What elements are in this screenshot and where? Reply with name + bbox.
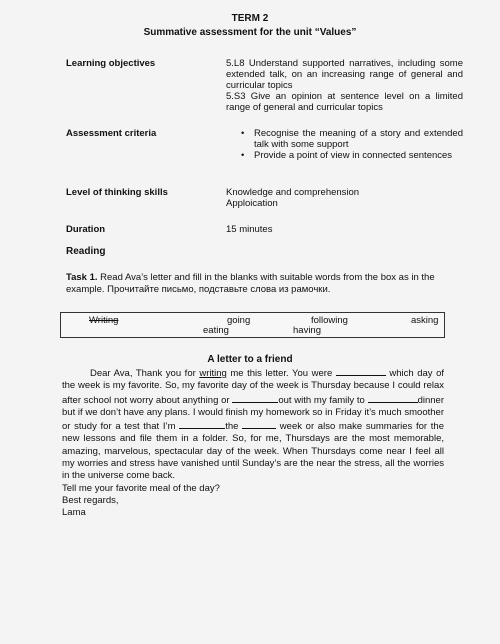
objectives-value (226, 58, 463, 113)
letter-text: out with my family to (278, 394, 368, 406)
duration-label: Duration (66, 224, 106, 235)
blank-5[interactable] (242, 419, 276, 429)
letter-question: Tell me your favorite meal of the day? (62, 482, 220, 494)
task-text: Read Ava’s letter and fill in the blanks with suitable words from the box as in the example. Прочитайте письмо, подставьте слова из рамочки. (66, 272, 435, 295)
example-answer: writing (199, 368, 227, 379)
letter-text: week or also make summaries for the new lessons and file them in a folder. So, for me, Thursdays are the most memorable, amazing, marvelous, spectacular day of the week. When Thursdays come near I feel all my worries and stress have vanished until Sunday’s are the near the stress, all the worries in the universe come back. (62, 421, 444, 482)
term-heading: TERM 2 (231, 13, 269, 24)
objectives-label: Learning objectives (66, 58, 156, 69)
criteria-item: • Recognise the meaning of a story and extended talk with some support (254, 128, 463, 150)
task-instruction (66, 272, 466, 296)
blank-1[interactable] (336, 366, 386, 376)
word-eating: eating (203, 325, 229, 336)
letter-paragraph (62, 366, 444, 483)
word-having: having (293, 325, 321, 336)
letter-text: dinner but if we don’t have any plans. I would finish my homework so in Friday it’s much smoother or study for a test that I’m (62, 394, 444, 433)
assessment-title: Summative assessment for the unit “Values” (143, 27, 357, 38)
word-following: following (311, 315, 348, 326)
letter-text: which day of the week is my favorite. So, my favorite day of the week is Thursday because I could relax after school not worry about anything or (62, 368, 444, 406)
letter-title: A letter to a friend (207, 354, 293, 365)
blank-3[interactable] (368, 393, 418, 403)
criteria-value (240, 128, 463, 161)
letter-text: me this letter. You were (226, 368, 336, 379)
word-asking: asking (411, 315, 439, 326)
word-box (60, 312, 445, 338)
objective-item: 5.S3 Give an opinion at sentence level on a limited range of general and curricular topics (226, 91, 463, 113)
objective-item: 5.L8 Understand supported narratives, including some extended talk, on an increasing range of general and curricular topics (226, 58, 463, 91)
criteria-label: Assessment criteria (66, 128, 157, 139)
task-number: Task 1. (66, 272, 98, 283)
word-example: Writing (89, 315, 119, 326)
letter-closing: Best regards, (62, 494, 119, 506)
thinking-item: Apploication (226, 198, 278, 209)
criteria-list (240, 128, 463, 161)
thinking-item: Knowledge and comprehension (226, 187, 360, 198)
blank-2[interactable] (232, 393, 278, 403)
letter-text: Dear Ava, Thank you for (90, 368, 200, 379)
letter-text: the (225, 421, 243, 433)
thinking-value (226, 187, 463, 209)
reading-heading: Reading (66, 246, 106, 257)
thinking-label: Level of thinking skills (66, 187, 168, 198)
letter-body (62, 366, 444, 520)
word-going: going (227, 315, 251, 326)
blank-4[interactable] (179, 419, 225, 429)
duration-value: 15 minutes (226, 224, 273, 235)
criteria-item: • Provide a point of view in connected sentences (254, 150, 463, 161)
letter-signature: Lama (62, 507, 86, 519)
